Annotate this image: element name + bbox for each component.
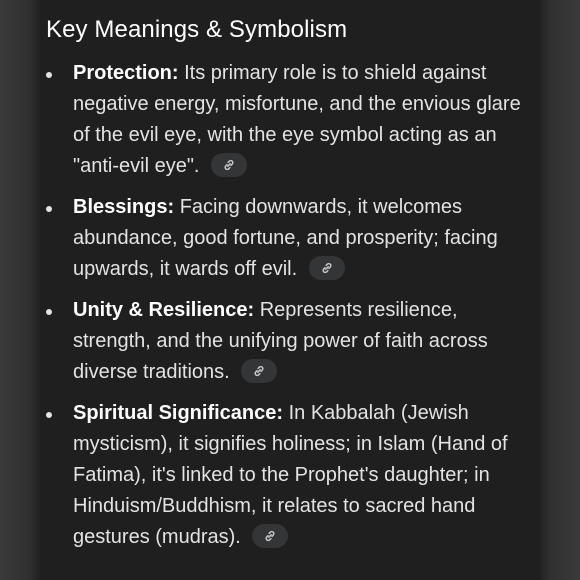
link-icon <box>263 529 277 543</box>
bullet-icon <box>46 72 52 78</box>
bullet-icon <box>46 206 52 212</box>
link-icon <box>252 364 266 378</box>
section-heading: Key Meanings & Symbolism <box>46 16 348 43</box>
link-icon <box>222 158 236 172</box>
bullet-icon <box>46 412 52 418</box>
bullet-icon <box>46 309 52 315</box>
item-term: Unity & Resilience: <box>73 299 255 321</box>
list-item-blessings <box>46 192 536 285</box>
item-term: Blessings: <box>73 196 175 218</box>
source-link-button[interactable] <box>241 359 277 383</box>
item-text: Represents resilience, strength, and the unifying power of faith across diverse traditions. <box>73 299 488 383</box>
item-text: Facing downwards, it welcomes abundance, good fortune, and prosperity; facing upwards, it wards off evil. <box>73 196 498 280</box>
meanings-list <box>46 58 536 553</box>
list-item-unity-resilience <box>46 295 536 388</box>
response-content <box>46 12 536 563</box>
list-item-protection <box>46 58 536 182</box>
source-link-button[interactable] <box>211 153 247 177</box>
item-text: In Kabbalah (Jewish mysticism), it signifies holiness; in Islam (Hand of Fatima), it's linked to the Prophet's daughter; in Hinduism/Buddhism, it relates to sacred hand gestures (mudras). <box>73 402 508 548</box>
item-text: Its primary role is to shield against negative energy, misfortune, and the envious glare of the evil eye, with the eye symbol acting as an "anti-evil eye". <box>73 62 521 177</box>
item-term: Spiritual Significance: <box>73 402 284 424</box>
source-link-button[interactable] <box>309 256 345 280</box>
item-term: Protection: <box>73 62 179 84</box>
source-link-button[interactable] <box>252 524 288 548</box>
link-icon <box>320 261 334 275</box>
list-item-spiritual-significance <box>46 398 536 553</box>
